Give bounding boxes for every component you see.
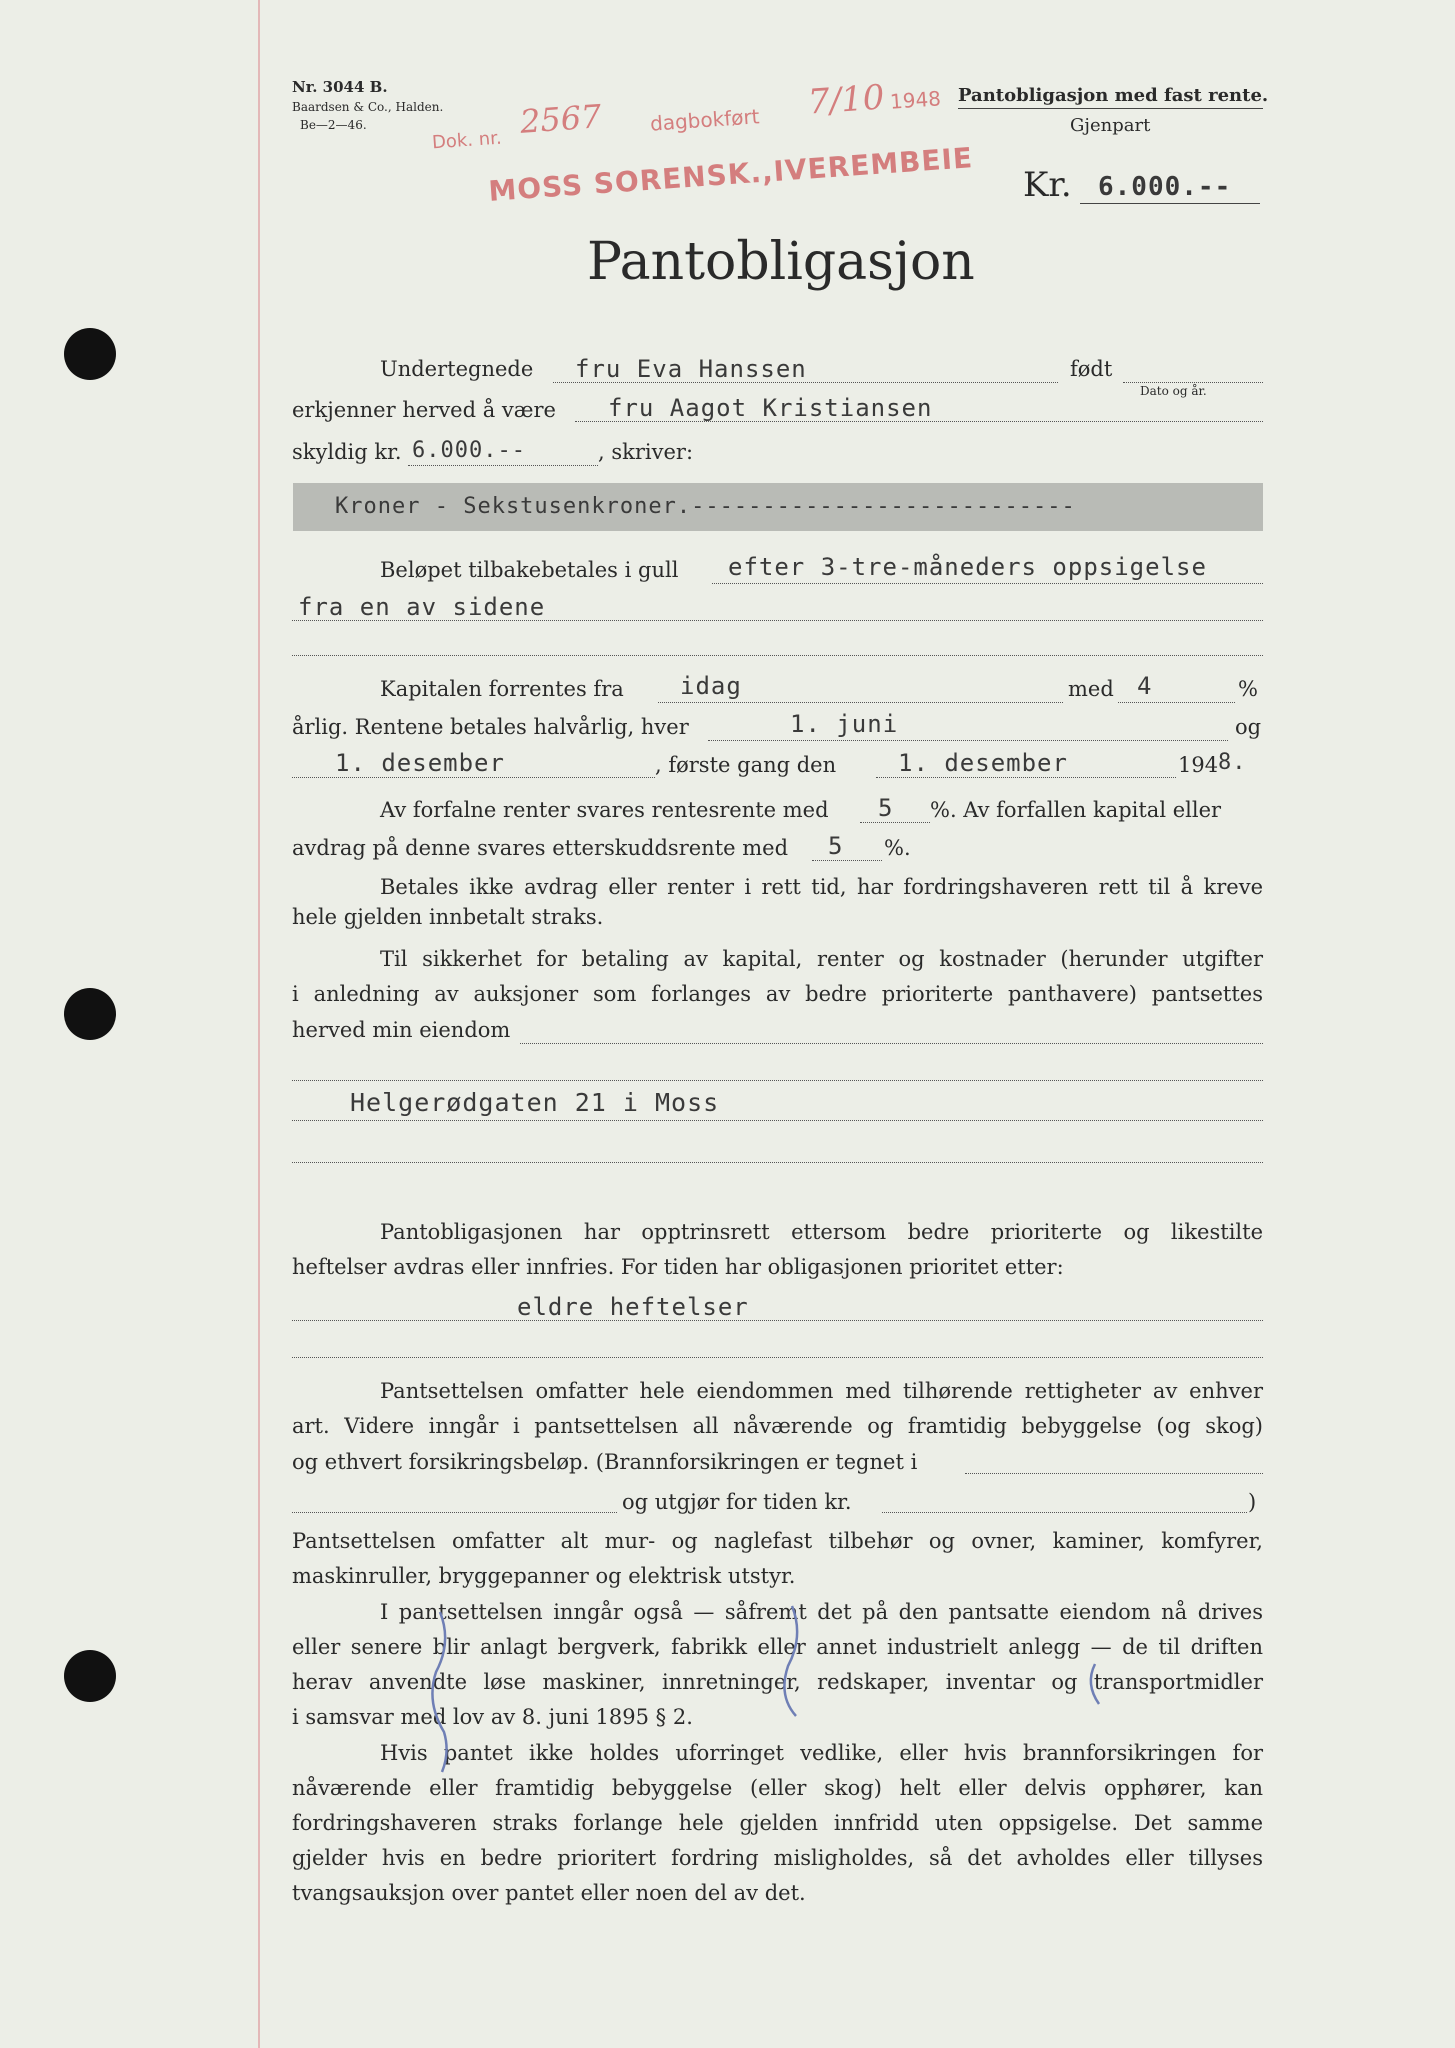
form-number: Nr. 3044 B. — [292, 78, 388, 96]
debtor-name: fru Eva Hanssen — [575, 355, 807, 383]
arlig-label: årlig. Rentene betales halvårlig, hver — [292, 715, 689, 739]
forfallen-label: %. Av forfallen kapital eller — [930, 798, 1222, 822]
og-label: og — [1235, 715, 1262, 739]
late-rate: 5 — [828, 832, 844, 860]
pct-label: % — [1238, 677, 1258, 701]
hvis-line-1: Hvis pantet ikke holdes uforringet vedlike, eller hvis brannforsikringen for — [380, 1741, 1263, 1765]
mur-line-1: Pantsettelsen omfatter alt mur- og naglefast tilbehør og ovner, kaminer, komfyrer, — [292, 1529, 1263, 1553]
belopet-label: Beløpet tilbakebetales i gull — [380, 558, 679, 582]
forste-label: , første gang den — [655, 753, 837, 777]
sikkerhet-line-2: i anledning av auksjoner som forlanges av bedre prioriterte panthavere) pantsettes — [292, 982, 1263, 1006]
med-label: med — [1068, 677, 1114, 701]
omfatter-line-4: og utgjør for tiden kr. — [622, 1490, 852, 1514]
stamp-date: 7/10 — [806, 77, 886, 123]
dok-number: 2567 — [518, 97, 603, 141]
avdrag-label: avdrag på denne svares etterskuddsrente med — [292, 836, 789, 860]
form-title: Pantobligasjon med fast rente. — [958, 85, 1269, 106]
print-code: Be—2—46. — [300, 118, 367, 132]
date-hint: Dato og år. — [1140, 384, 1207, 398]
first-year-typed: 8. — [1218, 750, 1247, 775]
hvis-line-4: gjelder hvis en bedre prioritert fordring misligholdes, så det avholdes eller tillyses — [292, 1846, 1263, 1870]
copy-label: Gjenpart — [1070, 115, 1151, 136]
stamp-year: 1948 — [889, 86, 942, 114]
property-address: Helgerødgaten 21 i Moss — [350, 1088, 720, 1117]
betales-line-1: Betales ikke avdrag eller renter i rett tid, har fordringshaveren rett til å kreve — [380, 875, 1263, 899]
hvis-line-5: tvangsauksjon over pantet eller noen del av det. — [292, 1881, 806, 1905]
forfalne-label: Av forfalne renter svares rentesrente med — [380, 798, 829, 822]
skyldig-amount: 6.000.-- — [412, 438, 526, 463]
amount-value: 6.000.-- — [1098, 172, 1232, 202]
amount-prefix: Kr. — [1023, 165, 1072, 205]
bergverk-line-1: I pantsettelsen inngår også — såfremt det på den pantsatte eiendom nå drives — [380, 1600, 1263, 1624]
erkjenner-label: erkjenner herved å være — [292, 398, 556, 422]
priority-text: eldre heftelser — [517, 1293, 749, 1321]
omfatter-line-1: Pantsettelsen omfatter hele eiendommen med tilhørende rettigheter av enhver — [380, 1379, 1263, 1403]
omfatter-line-2: art. Videre inngår i pantsettelsen all nåværende og framtidig bebyggelse (og skog) — [292, 1414, 1263, 1438]
printer-name: Baardsen & Co., Halden. — [292, 100, 444, 114]
payment-date-1: 1. juni — [790, 710, 899, 738]
interest-from: idag — [680, 672, 742, 700]
repayment-terms-1: efter 3-tre-måneders oppsigelse — [728, 553, 1207, 581]
kapitalen-label: Kapitalen forrentes fra — [380, 677, 624, 701]
payment-date-2: 1. desember — [335, 749, 505, 777]
hvis-line-2: nåværende eller framtidig bebyggelse (eller skog) helt eller delvis opphører, kan — [292, 1776, 1263, 1800]
opptrinn-line-2: heftelser avdras eller innfries. For tiden har obligasjonen prioritet etter: — [292, 1255, 1064, 1279]
document-title: Pantobligasjon — [587, 232, 975, 292]
betales-line-2: hele gjelden innbetalt straks. — [292, 905, 604, 929]
fodt-label: født — [1070, 357, 1113, 381]
dok-prefix: Dok. nr. — [431, 127, 503, 154]
mur-line-2: maskinruller, bryggepanner og elektrisk utstyr. — [292, 1564, 796, 1588]
bergverk-line-2: eller senere blir anlagt bergverk, fabrikk eller annet industrielt anlegg — de til driften — [292, 1635, 1263, 1659]
sikkerhet-line-3: herved min eiendom — [292, 1018, 511, 1042]
amount-in-words: Kroner - Sekstusenkroner.--------------------------- — [335, 494, 1076, 519]
skyldig-label: skyldig kr. — [292, 440, 402, 464]
creditor-name: fru Aagot Kristiansen — [608, 394, 933, 422]
compound-rate: 5 — [878, 794, 894, 822]
opptrinn-line-1: Pantobligasjonen har opptrinsrett ettersom bedre prioriterte og likestilte — [380, 1220, 1263, 1244]
omfatter-line-4-end: ) — [1248, 1490, 1257, 1514]
bergverk-line-4: i samsvar med lov av 8. juni 1895 § 2. — [292, 1705, 693, 1729]
court-stamp: MOSS SORENSK.,IVEREMBEIE — [487, 141, 975, 208]
undertegnede-label: Undertegnede — [380, 357, 534, 381]
bergverk-line-3: herav anvendte løse maskiner, innretninger, redskaper, inventar og transportmidler — [292, 1670, 1263, 1694]
repayment-terms-2: fra en av sidene — [298, 593, 546, 621]
pct2-label: %. — [884, 836, 911, 860]
first-payment-date: 1. desember — [898, 749, 1068, 777]
hvis-line-3: fordringshaveren straks forlange hele gjelden innfridd uten oppsigelse. Det samme — [292, 1811, 1263, 1835]
interest-rate: 4 — [1137, 672, 1153, 700]
dagbokfort-label: dagbokført — [649, 104, 761, 136]
omfatter-line-3: og ethvert forsikringsbeløp. (Brannforsikringen er tegnet i — [292, 1450, 918, 1474]
first-year-printed: 194 — [1178, 753, 1219, 777]
sikkerhet-line-1: Til sikkerhet for betaling av kapital, renter og kostnader (herunder utgifter — [380, 947, 1263, 971]
skriver-label: , skriver: — [598, 440, 694, 464]
